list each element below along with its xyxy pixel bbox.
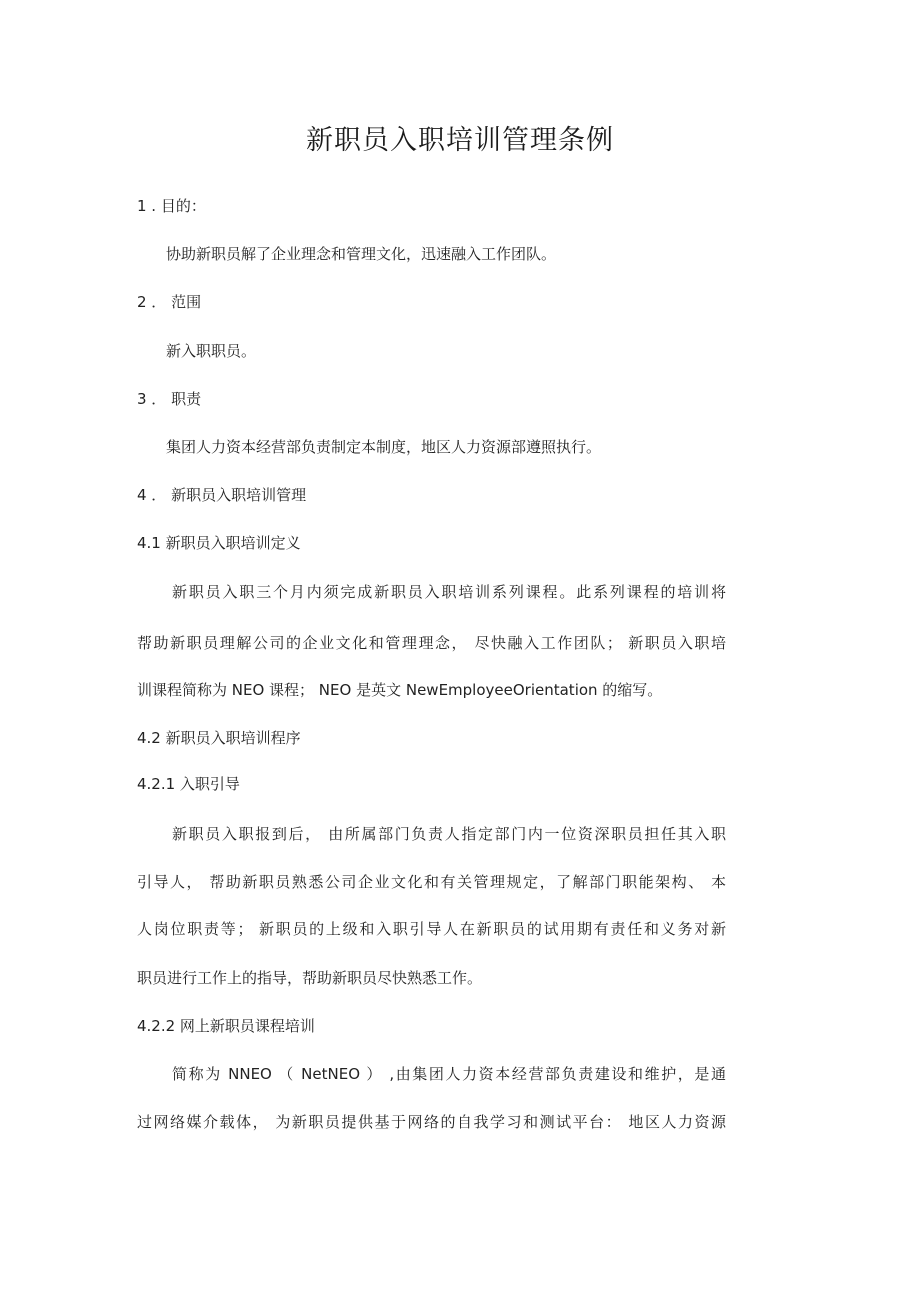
paragraph-line: 过网络媒介载体， 为新职员提供基于网络的自我学习和测试平台： 地区人力资源 — [137, 1113, 726, 1131]
paragraph-line: 帮助新职员理解公司的企业文化和管理理念， 尽快融入工作团队； 新职员入职培 — [137, 634, 726, 652]
section-3-text: 集团人力资本经营部负责制定本制度，地区人力资源部遵照执行。 — [166, 438, 602, 456]
paragraph-line: 新职员入职三个月内须完成新职员入职培训系列课程。此系列课程的培训将 — [172, 583, 726, 601]
paragraph-line: 引导人， 帮助新职员熟悉公司企业文化和有关管理规定，了解部门职能架构、 本 — [137, 873, 726, 891]
section-4-1-heading: 4.1 新职员入职培训定义 — [137, 534, 301, 552]
section-4-2-heading: 4.2 新职员入职培训程序 — [137, 729, 301, 747]
paragraph-line: 职员进行工作上的指导，帮助新职员尽快熟悉工作。 — [137, 969, 483, 987]
section-3-heading: 3 ． 职责 — [137, 390, 202, 408]
document-title: 新职员入职培训管理条例 — [306, 125, 614, 156]
section-1-heading: 1 . 目的： — [137, 197, 206, 215]
paragraph-line: 简称为 NNEO （ NetNEO ） ,由集团人力资本经营部负责建设和维护，是通 — [172, 1065, 726, 1083]
paragraph-line: 人岗位职责等； 新职员的上级和入职引导人在新职员的试用期有责任和义务对新 — [137, 920, 726, 938]
paragraph-line: 训课程简称为 NEO 课程； NEO 是英文 NewEmployeeOrientation 的缩写。 — [137, 681, 663, 699]
section-2-heading: 2 ． 范围 — [137, 293, 202, 311]
paragraph-line: 新职员入职报到后， 由所属部门负责人指定部门内一位资深职员担任其入职 — [172, 825, 726, 843]
section-2-text: 新入职职员。 — [166, 342, 257, 360]
section-4-2-2-heading: 4.2.2 网上新职员课程培训 — [137, 1017, 315, 1035]
section-4-2-1-heading: 4.2.1 入职引导 — [137, 775, 240, 793]
section-1-text: 协助新职员解了企业理念和管理文化，迅速融入工作团队。 — [166, 245, 557, 263]
section-4-heading: 4 ． 新职员入职培训管理 — [137, 486, 307, 504]
